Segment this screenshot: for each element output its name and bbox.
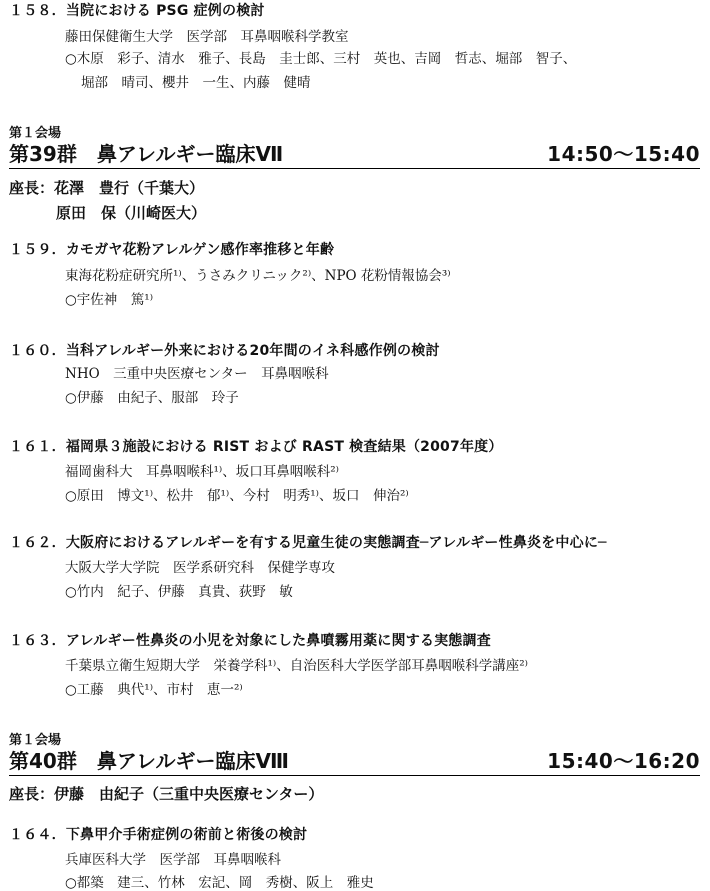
session-name: 第39群 鼻アレルギー臨床Ⅶ: [9, 142, 284, 166]
authors-159: ○宇佐神 篤¹⁾: [65, 292, 154, 308]
abstract-title-159: [9, 239, 334, 259]
abstract-title-text: 大阪府におけるアレルギーを有する児童生徒の実態調査─アレルギー性鼻炎を中心に─: [65, 535, 607, 551]
abstract-title-text: カモガヤ花粉アレルゲン感作率推移と年齢: [65, 242, 335, 258]
chair-line-1: [9, 177, 204, 198]
session-time: 15:40〜16:20: [547, 749, 700, 773]
abstract-title-text: 当院における PSG 症例の検討: [65, 3, 265, 19]
abstract-number: １６４．: [9, 827, 66, 843]
session-header-40: [9, 749, 700, 776]
abstract-title-160: [9, 340, 440, 360]
authors-162: ○竹内 紀子、伊藤 真貴、荻野 敏: [65, 584, 293, 600]
abstract-title-text: アレルギー性鼻炎の小児を対象にした鼻噴霧用薬に関する実態調査: [65, 633, 491, 649]
abstract-number: １５９．: [9, 242, 66, 258]
abstract-title-text: 下鼻甲介手術症例の術前と術後の検討: [65, 827, 308, 843]
chair-label: 座長：: [9, 785, 55, 803]
abstract-number: １５８．: [9, 3, 66, 19]
authors-163: ○工藤 典代¹⁾、市村 恵一²⁾: [65, 682, 243, 698]
affiliation-162: 大阪大学大学院 医学系研究科 保健学専攻: [65, 560, 335, 576]
chair-name: 伊藤 由紀子（三重中央医療センター）: [54, 785, 324, 803]
abstract-number: １６０．: [9, 343, 66, 359]
venue-label: 第１会場: [9, 733, 62, 748]
affiliation-164: 兵庫医科大学 医学部 耳鼻咽喉科: [65, 852, 281, 868]
abstract-title-161: [9, 436, 503, 456]
abstract-number: １６３．: [9, 633, 66, 649]
authors-164: ○都築 建三、竹林 宏記、岡 秀樹、阪上 雅史: [65, 875, 374, 891]
chair-line-2: 原田 保（川崎医大）: [56, 204, 207, 222]
affiliation-161: 福岡歯科大 耳鼻咽喉科¹⁾、坂口耳鼻咽喉科²⁾: [65, 464, 339, 480]
abstract-title-text: 当科アレルギー外来における20年間のイネ科感作例の検討: [65, 343, 440, 359]
authors-161: ○原田 博文¹⁾、松井 郁¹⁾、今村 明秀¹⁾、坂口 伸治²⁾: [65, 488, 409, 504]
affiliation-159: 東海花粉症研究所¹⁾、うさみクリニック²⁾、NPO 花粉情報協会³⁾: [65, 268, 451, 284]
venue-label: 第１会場: [9, 126, 62, 141]
affiliation-163: 千葉県立衛生短期大学 栄養学科¹⁾、自治医科大学医学部耳鼻咽喉科学講座²⁾: [65, 658, 528, 674]
session-time: 14:50〜15:40: [547, 142, 700, 166]
affiliation-158: 藤田保健衛生大学 医学部 耳鼻咽喉科学教室: [65, 29, 349, 45]
abstract-title-163: [9, 630, 491, 650]
authors-158-line1: ○木原 彩子、清水 雅子、長島 圭士郎、三村 英也、吉岡 哲志、堀部 智子、: [65, 51, 577, 67]
authors-160: ○伊藤 由紀子、服部 玲子: [65, 390, 239, 406]
abstract-title-text: 福岡県３施設における RIST および RAST 検査結果（2007年度）: [65, 439, 503, 455]
abstract-title-162: [9, 532, 607, 552]
chair-line-1: [9, 783, 323, 804]
abstract-title-158: [9, 0, 265, 20]
session-name: 第40群 鼻アレルギー臨床Ⅷ: [9, 749, 289, 773]
session-header-39: [9, 142, 700, 169]
abstract-title-164: [9, 824, 307, 844]
chair-label: 座長：: [9, 179, 55, 197]
abstract-number: １６２．: [9, 535, 66, 551]
authors-158-line2: 堀部 晴司、櫻井 一生、内藤 健晴: [81, 75, 311, 91]
affiliation-160: NHO 三重中央医療センター 耳鼻咽喉科: [65, 366, 329, 382]
abstract-number: １６１．: [9, 439, 66, 455]
chair-name: 花澤 豊行（千葉大）: [54, 179, 205, 197]
